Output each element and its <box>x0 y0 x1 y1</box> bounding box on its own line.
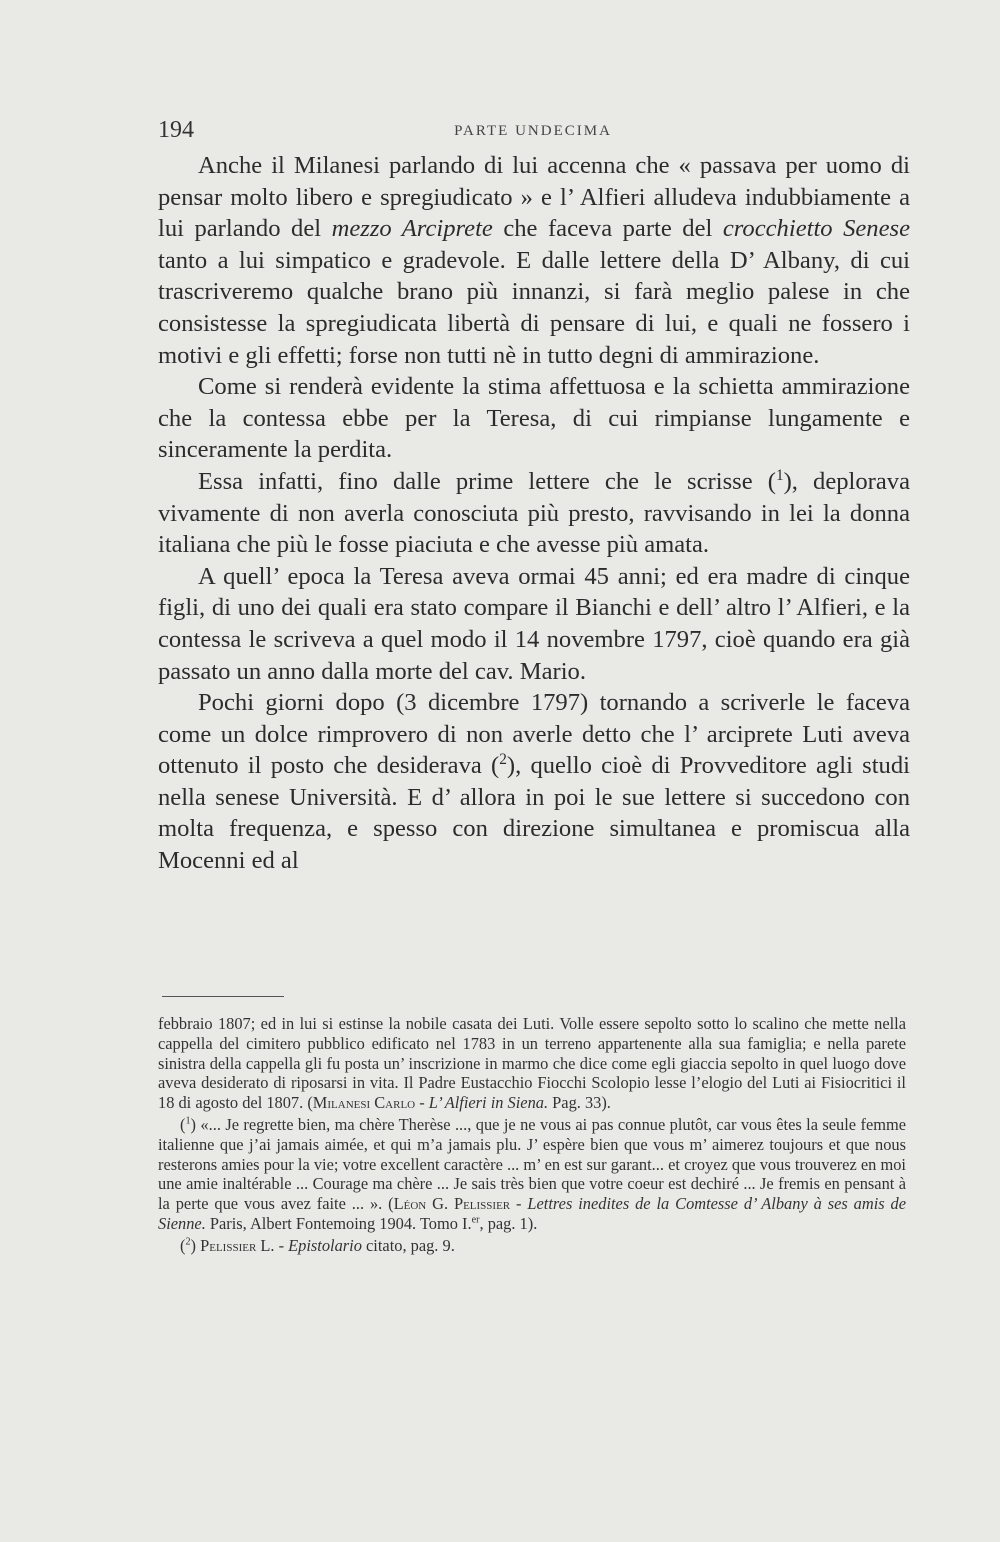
paragraph-1-text-b: che faceva parte del <box>492 215 723 243</box>
paragraph-5 <box>158 687 910 877</box>
footnote-continuation-sep: - <box>415 1093 429 1113</box>
page-number: 194 <box>158 117 194 143</box>
paragraph-1 <box>158 150 910 371</box>
footnote-ref-1[interactable]: 1 <box>775 466 784 484</box>
footnotes <box>158 1014 906 1256</box>
paragraph-5-text-a: Pochi giorni dopo (3 dicembre 1797) tornando a scriverle le faceva come un dolce rimprovero di non averle detto che l’ arciprete Luti aveva ottenuto il posto che desiderava ( <box>158 689 910 780</box>
paragraph-4: A quell’ epoca la Teresa aveva ormai 45 anni; ed era madre di cinque figli, di uno dei quali era stato compare il Bianchi e dell’ altro l’ Alfieri, e la contessa le scriveva a quel modo il 14 novembre 1797, cioè quando era già passato un anno dalla morte del cav. Mario. <box>158 562 910 685</box>
footnote-2-title: Epistolario <box>288 1235 362 1255</box>
footnote-continuation-text: febbraio 1807; ed in lui si estinse la nobile casata dei Luti. Volle essere sepolto sotto lo scalino che mette nella cappella del cimitero pubblico edificato nel 1783 in un terreno appartenente alla sua famiglia; e nella parete sinistra della cappella gli fu posta un’ inscrizione in marmo che dice come egli giaccia sepolto in quel luogo dove aveva desiderato di riposarsi in vita. Il Padre Eustacchio Fiocchi Scolopio lesse l’elogio del Luti ai Fisiocritici il 18 di agosto del 1807. ( <box>158 1014 906 1113</box>
footnote-1-sep: - <box>510 1194 528 1214</box>
paragraph-1-italic-2: crocchietto Senese <box>722 215 910 243</box>
paragraph-5-text-b: ), quello cioè di Provveditore agli studi nella senese Università. E d’ allora in poi le sue lettere si succedono con molta frequenza, e spesso con direzione simultanea e promiscua alla Mocenni ed al <box>158 752 910 875</box>
footnote-2-page: citato, pag. 9. <box>361 1235 455 1255</box>
footnote-2-sep: - <box>274 1235 289 1255</box>
footnote-continuation <box>158 1014 906 1113</box>
paragraph-1-text-a: Anche il Milanesi parlando di lui accenna che « passava per uomo di pensar molto libero e spregiudicato » e l’ Alfieri alludeva indubbiamente a lui parlando del <box>158 152 910 243</box>
footnote-1-page: , pag. 1). <box>479 1213 538 1233</box>
footnote-continuation-title: L’ Alfieri in Siena. <box>428 1093 549 1113</box>
footnote-continuation-page: Pag. 33). <box>548 1093 611 1113</box>
paragraph-2: Come si renderà evidente la stima affettuosa e la schietta ammirazione che la contessa ebbe per la Teresa, di cui rimpianse lungamente e sinceramente la perdita. <box>158 373 910 464</box>
paragraph-3 <box>158 466 910 561</box>
main-text <box>158 150 910 877</box>
footnote-ref-2[interactable]: 2 <box>499 751 507 769</box>
footnote-1-publisher: Paris, Albert Fontemoing 1904. Tomo I. <box>205 1213 472 1233</box>
running-head: PARTE UNDECIMA <box>454 123 612 139</box>
footnote-1: ($^1$) «... Je regrette bien, ma chère Therèse ..., que je ne vous ai pas connue plutôt, car vous êtes la seule femme italienne que j’ai jamais aimée, et qui m’a jamais plu. J’ espère bien que vous m’ aimerez toujours et que nous resterons amies pour la vie; votre excellent caractère ... m’ en est sur garant... et croyez que vous trouverez en moi une amie inaltérable ... Courage ma chère ... Je sais très bien que votre coeur est dechiré ... Je fremis en pensant à la perte que vous avez faite ... ». (Léon G. Pelissier - Lettres inedites de la Comtesse d’ Albany à ses amis de Sienne. Paris, Albert Fontemoing 1904. Tomo I.$^{er}$, pag. 1). <box>158 1114 906 1233</box>
footnote-separator <box>162 996 284 997</box>
paragraph-1-text-c: tanto a lui simpatico e gradevole. E dalle lettere della D’ Albany, di cui trascriveremo qualche brano più innanzi, si farà meglio palese in che consistesse la spregiudicata libertà di pensare di lui, e quali ne fossero i motivi e gli effetti; forse non tutti nè in tutto degni di ammirazione. <box>158 246 910 369</box>
footnote-2: ($^2$) Pelissier L. - Epistolario citato, pag. 9. <box>180 1235 455 1255</box>
paragraph-3-text-a: Essa infatti, fino dalle prime lettere che le scrisse ( <box>198 467 776 495</box>
footnote-1-quote: «... Je regrette bien, ma chère Therèse ..., que je ne vous ai pas connue plutôt, car vous êtes la seule femme italienne que j’ai jamais aimée, et qui m’a jamais plu. J’ espère bien que vous m’ aimerez toujours et que nous resterons amies pour la vie; votre excellent caractère ... m’ en est sur garant... et croyez que vous trouverez en moi une amie inaltérable ... Courage ma chère ... Je sais très bien que votre coeur est dechiré ... Je fremis en pensant à la perte que vous avez faite ... ». ( <box>158 1114 906 1214</box>
footnote-2-mark: 2 <box>185 1236 191 1248</box>
paragraph-3-text-b: ), deplorava vivamente di non averla conosciuta più presto, ravvisando in lei la donna italiana che più le fosse piaciuta e che avesse più amata. <box>158 467 910 559</box>
footnote-1-title: Lettres inedites de la Comtesse d’ Albany à ses amis de Sienne. <box>158 1194 906 1233</box>
page-header <box>158 117 908 147</box>
footnote-1-author: Léon G. Pelissier <box>393 1194 511 1214</box>
footnote-2-author: Pelissier L. <box>196 1235 275 1255</box>
footnote-1-superscript: er <box>471 1214 480 1226</box>
footnote-continuation-author: Milanesi Carlo <box>312 1093 416 1113</box>
paragraph-1-italic-1: mezzo Arciprete <box>331 215 493 243</box>
footnote-1-mark: 1 <box>185 1115 191 1127</box>
